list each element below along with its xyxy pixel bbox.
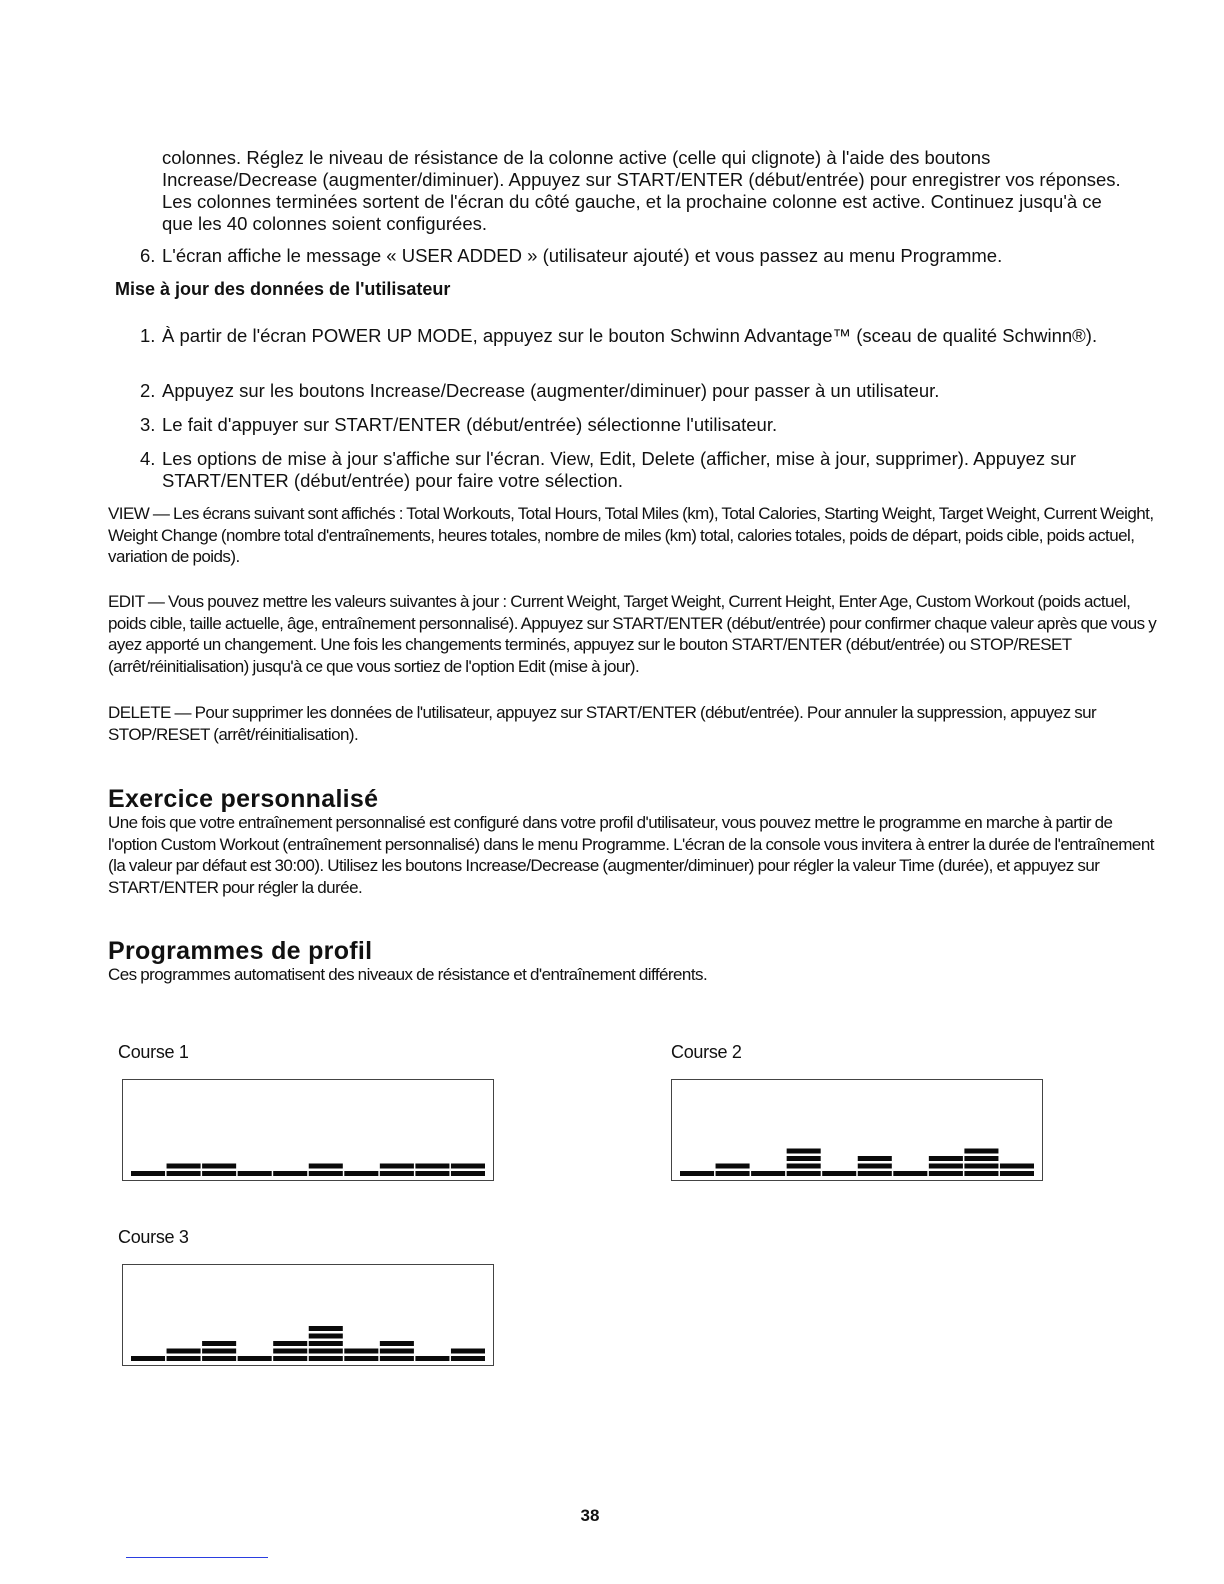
step-text: Les options de mise à jour s'affiche sur l'écran. View, Edit, Delete (afficher, mise à jour, supprimer). Appuyez sur START/ENTER (début/entrée) pour faire votre sélection. (162, 448, 1077, 491)
bar-4 (238, 1171, 272, 1176)
view-description: VIEW — Les écrans suivant sont affichés : Total Workouts, Total Hours, Total Miles (km), Total Calories, Starting Weight, Target Weight, Current Weight, Weight Change (nombre total d'entraînements, heures totales, nombre de miles (km) total, calories totales, poids de départ, poids cible, poids actuel, variation de poids). (108, 504, 1154, 566)
bar-segment (167, 1349, 201, 1354)
bar-segment (380, 1171, 414, 1176)
bar-6 (309, 1164, 343, 1177)
bar-1 (131, 1171, 165, 1176)
chart-svg-course-3 (123, 1265, 493, 1365)
chart-svg-course-2 (672, 1080, 1042, 1180)
bar-segment (716, 1164, 750, 1169)
step-number: 1. (140, 325, 156, 346)
page-number: 38 (580, 1506, 600, 1525)
list-item-update-step-1 (140, 325, 1152, 347)
edit-description: EDIT — Vous pouvez mettre les valeurs suivantes à jour : Current Weight, Target Weight, Current Height, Enter Age, Custom Workout (poids actuel, poids cible, taille actuelle, âge, entraînement personnalisé). Appuyez sur START/ENTER (début/entrée) pour confirmer chaque valeur après que vous y ayez apporté un changement. Une fois les changements terminés, appuyez sur le bouton START/ENTER (début/entrée) ou STOP/RESET (arrêt/réinitialisation) jusqu'à ce que vous sortiez de l'option Edit (mise à jour). (108, 592, 1157, 676)
bar-9 (415, 1164, 449, 1177)
bar-3 (751, 1171, 785, 1176)
bar-segment (202, 1349, 236, 1354)
bar-segment (344, 1356, 378, 1361)
bar-segment (964, 1171, 998, 1176)
bar-segment (822, 1171, 856, 1176)
bar-segment (751, 1171, 785, 1176)
bar-7 (344, 1171, 378, 1176)
step-text: Le fait d'appuyer sur START/ENTER (début/entrée) sélectionne l'utilisateur. (162, 414, 778, 435)
bar-segment (415, 1164, 449, 1169)
bar-segment (451, 1356, 485, 1361)
list-item-step-6 (140, 245, 1152, 267)
bar-3 (202, 1341, 236, 1361)
bar-segment (309, 1356, 343, 1361)
step-number: 2. (140, 380, 156, 401)
bar-segment (167, 1164, 201, 1169)
chart-course-3 (122, 1264, 494, 1366)
bar-segment (309, 1341, 343, 1346)
bar-segment (1000, 1164, 1034, 1169)
bar-segment (858, 1156, 892, 1161)
bar-segment (964, 1149, 998, 1154)
bar-8 (929, 1156, 963, 1176)
bar-4 (787, 1149, 821, 1177)
bar-segment (787, 1149, 821, 1154)
list-item-update-step-2 (140, 380, 1152, 402)
step-number: 3. (140, 414, 156, 435)
bar-segment (238, 1356, 272, 1361)
delete-description: DELETE — Pour supprimer les données de l'utilisateur, appuyez sur START/ENTER (début/entrée). Pour annuler la suppression, appuyez sur STOP/RESET (arrêt/réinitialisation). (108, 703, 1097, 744)
step-number: 6. (140, 245, 156, 266)
bar-segment (309, 1349, 343, 1354)
bar-segment (273, 1171, 307, 1176)
bar-segment (202, 1341, 236, 1346)
bar-segment (929, 1156, 963, 1161)
bar-segment (858, 1164, 892, 1169)
bar-segment (344, 1171, 378, 1176)
bar-segment (380, 1356, 414, 1361)
bar-segment (238, 1171, 272, 1176)
step-text: Appuyez sur les boutons Increase/Decrease (augmenter/diminuer) pour passer à un utilisateur. (162, 380, 940, 401)
continuation-paragraph: colonnes. Réglez le niveau de résistance de la colonne active (celle qui clignote) à l'aide des boutons Increase/Decrease (augmenter/diminuer). Appuyez sur START/ENTER (début/entrée) pour enregistrer vos réponses. Les colonnes terminées sortent de l'écran du côté gauche, et la prochaine colonne est active. Continuez jusqu'à ce que les 40 colonnes soient configurées. (162, 147, 1121, 234)
custom-workout-body: Une fois que votre entraînement personnalisé est configuré dans votre profil d'utilisateur, vous pouvez mettre le programme en marche à partir de l'option Custom Workout (entraînement personnalisé) dans le menu Programme. L'écran de la console vous invitera à entrer la durée de l'entraînement (la valeur par défaut est 30:00). Utilisez les boutons Increase/Decrease (augmenter/diminuer) pour régler la valeur Time (durée), et appuyez sur START/ENTER pour régler la durée. (108, 813, 1154, 897)
bar-9 (964, 1149, 998, 1177)
bar-2 (716, 1164, 750, 1177)
bar-segment (680, 1171, 714, 1176)
bar-1 (680, 1171, 714, 1176)
bar-segment (451, 1171, 485, 1176)
bar-segment (202, 1356, 236, 1361)
chart-title-course-2: Course 2 (671, 1042, 742, 1062)
bar-segment (273, 1356, 307, 1361)
bar-segment (716, 1171, 750, 1176)
bar-10 (451, 1164, 485, 1177)
bar-segment (309, 1164, 343, 1169)
bar-10 (451, 1349, 485, 1362)
chart-title-course-3: Course 3 (118, 1227, 189, 1247)
bar-2 (167, 1164, 201, 1177)
bar-segment (893, 1171, 927, 1176)
bar-segment (1000, 1171, 1034, 1176)
bar-segment (309, 1326, 343, 1331)
bar-segment (273, 1341, 307, 1346)
step-text: À partir de l'écran POWER UP MODE, appuyez sur le bouton Schwinn Advantage™ (sceau de qualité Schwinn®). (162, 325, 1098, 346)
bar-segment (167, 1356, 201, 1361)
bar-segment (787, 1164, 821, 1169)
chart-svg-course-1 (123, 1080, 493, 1180)
bar-segment (415, 1356, 449, 1361)
bar-segment (451, 1349, 485, 1354)
bar-segment (964, 1156, 998, 1161)
bar-segment (131, 1171, 165, 1176)
bar-segment (929, 1164, 963, 1169)
update-user-heading: Mise à jour des données de l'utilisateur (115, 279, 451, 299)
list-item-update-step-3 (140, 414, 1152, 436)
bar-segment (344, 1349, 378, 1354)
bar-9 (415, 1356, 449, 1361)
bar-6 (858, 1156, 892, 1176)
bar-segment (273, 1349, 307, 1354)
bar-segment (964, 1164, 998, 1169)
bar-segment (858, 1171, 892, 1176)
step-text: L'écran affiche le message « USER ADDED » (utilisateur ajouté) et vous passez au menu Programme. (162, 245, 1003, 266)
bar-5 (273, 1341, 307, 1361)
bar-segment (131, 1356, 165, 1361)
bar-segment (202, 1171, 236, 1176)
bar-segment (929, 1171, 963, 1176)
chart-title-course-1: Course 1 (118, 1042, 189, 1062)
bar-10 (1000, 1164, 1034, 1177)
bar-segment (380, 1164, 414, 1169)
bar-3 (202, 1164, 236, 1177)
bar-5 (273, 1171, 307, 1176)
profile-programs-title: Programmes de profil (108, 937, 373, 965)
footer-rule (126, 1557, 268, 1558)
bar-segment (309, 1171, 343, 1176)
bar-8 (380, 1164, 414, 1177)
bar-segment (451, 1164, 485, 1169)
bar-segment (380, 1349, 414, 1354)
bar-8 (380, 1341, 414, 1361)
profile-programs-body: Ces programmes automatisent des niveaux de résistance et d'entraînement différents. (108, 965, 708, 984)
bar-segment (380, 1341, 414, 1346)
step-number: 4. (140, 448, 156, 469)
bar-segment (167, 1171, 201, 1176)
bar-7 (344, 1349, 378, 1362)
bar-segment (415, 1171, 449, 1176)
bar-2 (167, 1349, 201, 1362)
bar-segment (787, 1171, 821, 1176)
bar-segment (202, 1164, 236, 1169)
bar-6 (309, 1326, 343, 1361)
bar-segment (787, 1156, 821, 1161)
bar-segment (309, 1334, 343, 1339)
bar-1 (131, 1356, 165, 1361)
bar-4 (238, 1356, 272, 1361)
chart-course-2 (671, 1079, 1043, 1181)
bar-5 (822, 1171, 856, 1176)
chart-course-1 (122, 1079, 494, 1181)
bar-7 (893, 1171, 927, 1176)
list-item-update-step-4 (140, 448, 1152, 492)
custom-workout-title: Exercice personnalisé (108, 785, 379, 813)
